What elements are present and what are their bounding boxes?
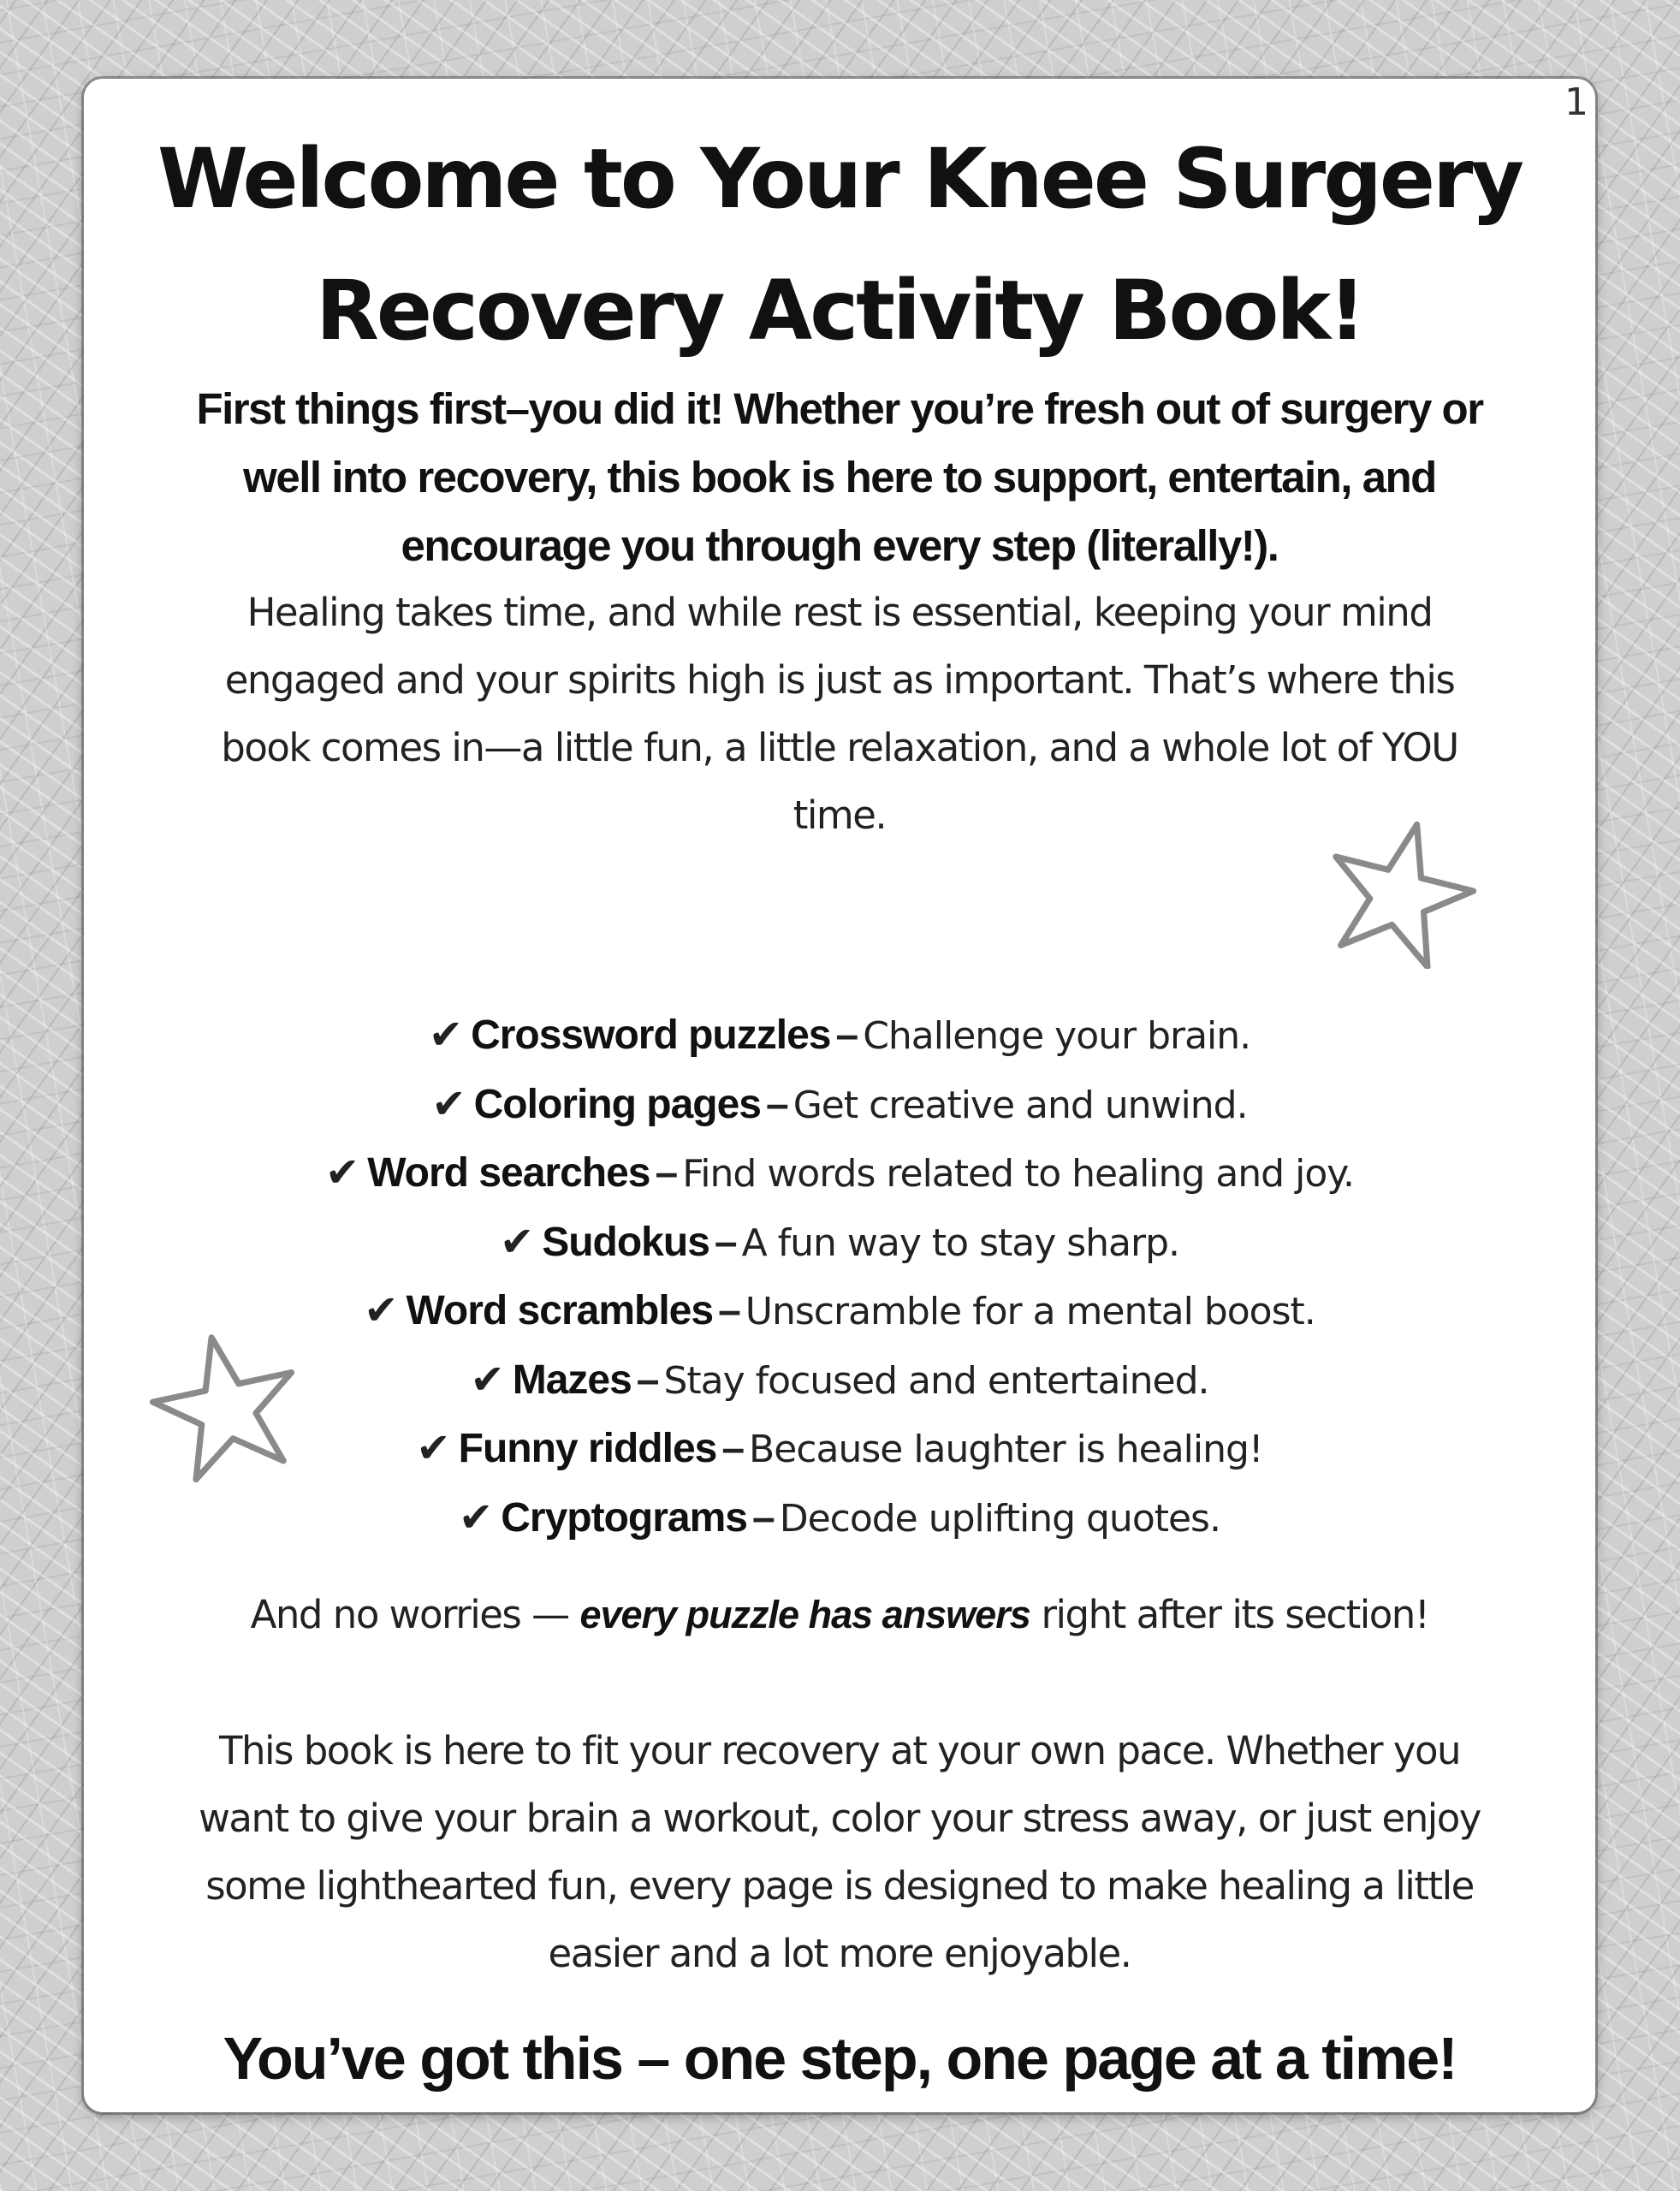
list-item <box>84 1277 1595 1346</box>
feature-description: Because laughter is healing! <box>749 1428 1263 1471</box>
checkmark-icon: ✔ <box>364 1286 398 1334</box>
title-line-2: Recovery Activity Book! <box>316 263 1363 359</box>
answers-note-emphasis: every puzzle has answers <box>579 1593 1030 1636</box>
feature-name: Crossword puzzles <box>471 1012 831 1058</box>
page-number: 1 <box>1564 80 1588 124</box>
healing-line-4: time. <box>793 793 887 838</box>
checkmark-icon: ✔ <box>470 1355 504 1404</box>
feature-description: A fun way to stay sharp. <box>741 1220 1180 1265</box>
feature-list <box>84 1001 1595 1553</box>
intro-line-3: encourage you through every step (literally!). <box>401 521 1279 570</box>
page-card <box>84 79 1595 2112</box>
list-item <box>84 1071 1595 1140</box>
title-line-1: Welcome to Your Knee Surgery <box>157 131 1522 227</box>
answers-note <box>84 1581 1595 1648</box>
pace-line-4: easier and a lot more enjoyable. <box>548 1931 1131 1976</box>
checkmark-icon: ✔ <box>416 1424 450 1472</box>
intro-line-1: First things first–you did it! Whether you’re fresh out of surgery or <box>196 384 1483 433</box>
checkmark-icon: ✔ <box>428 1011 463 1059</box>
feature-separator: – <box>655 1150 678 1196</box>
feature-description: Stay focused and entertained. <box>663 1358 1209 1403</box>
intro-line-2: well into recovery, this book is here to support, entertain, and <box>243 453 1436 502</box>
pace-line-3: some lighthearted fun, every page is designed to make healing a little <box>205 1863 1474 1909</box>
list-item <box>84 1346 1595 1416</box>
healing-line-1: Healing takes time, and while rest is essential, keeping your mind <box>246 590 1433 635</box>
healing-line-3: book comes in—a little fun, a little relaxation, and a whole lot of YOU <box>221 725 1458 770</box>
feature-separator: – <box>721 1426 745 1471</box>
feature-separator: – <box>751 1494 775 1541</box>
feature-separator: – <box>835 1012 858 1058</box>
pace-paragraph <box>110 1717 1570 1987</box>
healing-line-2: engaged and your spirits high is just as important. That’s where this <box>224 657 1455 703</box>
pace-line-1: This book is here to fit your recovery at your own pace. Whether you <box>218 1728 1461 1773</box>
feature-name: Cryptograms <box>501 1494 747 1541</box>
feature-description: Challenge your brain. <box>863 1014 1251 1058</box>
answers-note-before: And no worries — <box>250 1592 580 1637</box>
page-title <box>84 113 1595 377</box>
checkmark-icon: ✔ <box>325 1149 359 1196</box>
feature-name: Mazes <box>512 1357 632 1403</box>
feature-separator: – <box>714 1219 737 1265</box>
checkmark-icon: ✔ <box>431 1079 466 1128</box>
list-item <box>84 1415 1595 1484</box>
list-item <box>84 1208 1595 1278</box>
pace-line-2: want to give your brain a workout, color your stress away, or just enjoy <box>199 1796 1481 1841</box>
list-item <box>84 1001 1595 1071</box>
star-icon <box>1323 815 1477 969</box>
feature-separator: – <box>636 1357 659 1403</box>
feature-name: Funny riddles <box>458 1426 717 1471</box>
feature-name: Word scrambles <box>406 1288 714 1333</box>
answers-note-after: right after its section! <box>1030 1592 1429 1637</box>
feature-description: Find words related to healing and joy. <box>682 1152 1354 1196</box>
feature-separator: – <box>765 1081 788 1127</box>
feature-separator: – <box>718 1288 740 1333</box>
feature-name: Coloring pages <box>473 1081 761 1127</box>
feature-description: Decode uplifting quotes. <box>779 1496 1220 1541</box>
feature-description: Unscramble for a mental boost. <box>745 1290 1315 1333</box>
intro-paragraph <box>118 375 1561 580</box>
feature-name: Sudokus <box>542 1219 709 1265</box>
list-item <box>84 1139 1595 1208</box>
healing-paragraph <box>110 579 1570 849</box>
list-item <box>84 1484 1595 1553</box>
feature-name: Word searches <box>367 1150 650 1196</box>
feature-description: Get creative and unwind. <box>793 1083 1248 1127</box>
closing-message: You’ve got this – one step, one page at a time! <box>223 2025 1457 2092</box>
checkmark-icon: ✔ <box>499 1217 534 1266</box>
checkmark-icon: ✔ <box>459 1493 493 1541</box>
